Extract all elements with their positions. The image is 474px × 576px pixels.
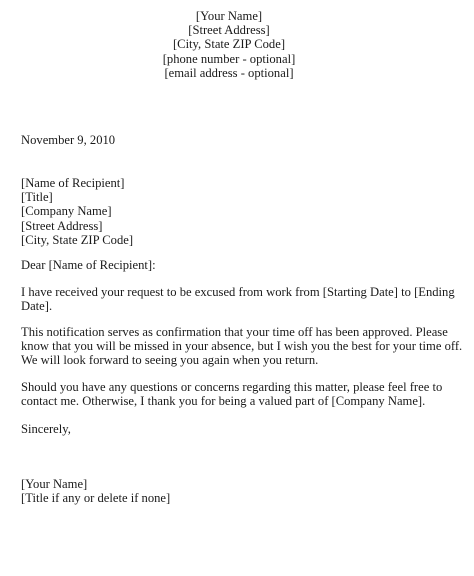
signature-title: [Title if any or delete if none] — [21, 491, 171, 506]
sender-name: [Your Name] — [195, 9, 263, 23]
recipient-address-block — [21, 176, 133, 247]
paragraph-line: contact me. Otherwise, I thank you for being a valued part of [Company Name]. — [21, 394, 426, 409]
sender-city-state-zip: [City, State ZIP Code] — [172, 37, 286, 52]
closing: Sincerely, — [21, 422, 71, 436]
recipient-company: [Company Name] — [21, 204, 112, 219]
recipient-name: [Name of Recipient] — [21, 176, 125, 190]
sender-street-address: [Street Address] — [188, 23, 270, 38]
salutation: Dear [Name of Recipient]: — [21, 258, 156, 272]
recipient-title: [Title] — [21, 190, 53, 205]
signature-name: [Your Name] — [21, 477, 88, 491]
paragraph-line: Date]. — [21, 299, 53, 314]
body-paragraph-questions — [21, 380, 461, 408]
recipient-street-address: [Street Address] — [21, 218, 103, 233]
recipient-city-state-zip: [City, State ZIP Code] — [21, 232, 134, 247]
sender-address-block — [0, 9, 458, 80]
sender-email: [email address - optional] — [164, 65, 294, 80]
paragraph-line: I have received your request to be excused from work from [Starting Date] to [Ending — [21, 285, 455, 299]
paragraph-line: know that you will be missed in your absence, but I wish you the best for your time off. — [21, 339, 463, 354]
letter-date: November 9, 2010 — [21, 133, 116, 147]
body-paragraph-request — [21, 285, 461, 313]
body-paragraph-approval — [21, 325, 461, 368]
paragraph-line: Should you have any questions or concerns regarding this matter, please feel free to — [21, 380, 443, 394]
sender-phone: [phone number - optional] — [162, 51, 296, 66]
paragraph-line: This notification serves as confirmation that your time off has been approved. Please — [21, 325, 448, 339]
signature-block — [21, 477, 170, 505]
paragraph-line: We will look forward to seeing you again when you return. — [21, 353, 319, 368]
